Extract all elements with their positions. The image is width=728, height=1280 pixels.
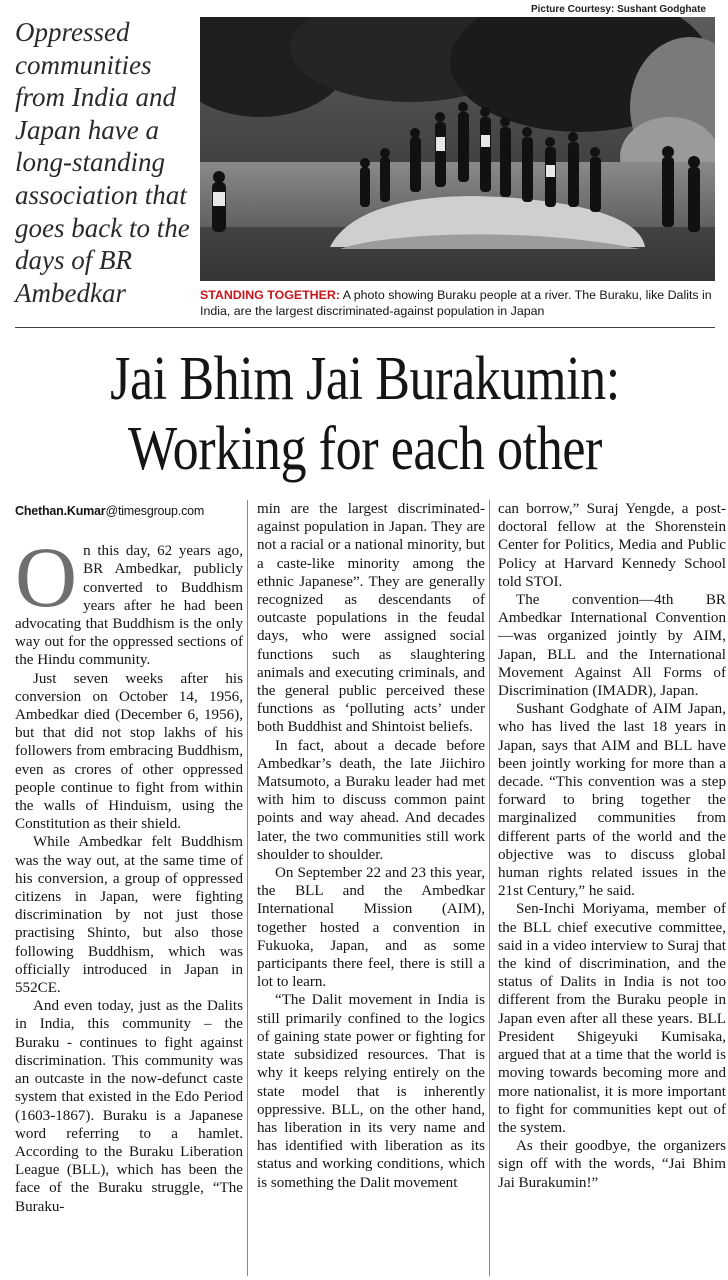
drop-cap: O (15, 529, 78, 626)
paragraph: On this day, 62 years ago, BR Ambedkar, publicly converted to Buddhism years after he had been advocating that Buddhism is the only way out for the oppressed sections of the Hindu community. (15, 529, 243, 669)
river-photo (200, 17, 715, 281)
headline-line-2: Working for each other (128, 415, 602, 483)
paragraph: “The Dalit movement in India is still primarily confined to the logics of gaining state power or fighting for state subsidized resources. That is why it keeps relying entirely on the state model that is inherently oppressive. BLL, on the other hand, has liberation in its very name and has identified with liberation as its status and working conditions, which is something the Dalit movement (257, 992, 485, 1191)
paragraph: Just seven weeks after his conversion on October 14, 1956, Ambedkar died (December 6, 1956), but that did not stop lakhs of his followers from embracing Buddhism, even as crores of other oppressed people continue to fight from within the walls of Hinduism, using the Constitution as their shield. (15, 670, 243, 833)
paragraph: While Ambedkar felt Buddhism was the way out, at the same time of his conversion, a group of oppressed citizens in Japan, were fighting discrimination by not just those practising Shinto, but also those following Buddhism, which was officially introduced in Japan in 552CE. (15, 834, 243, 997)
article-column-1 (15, 500, 243, 1216)
paragraph: The convention—4th BR Ambedkar International Convention—was organized jointly by AIM, Japan, BLL and the International Movement Against All Forms of Discrimination (IMADR), Japan. (498, 592, 726, 700)
section-divider (15, 327, 715, 328)
paragraph: can borrow,” Suraj Yengde, a post-doctoral fellow at the Shorenstein Center for Politics, Media and Public Policy at Harvard Kennedy School told STOI. (498, 501, 726, 590)
photo-caption (200, 287, 715, 319)
photo-illustration (200, 17, 715, 281)
paragraph: On September 22 and 23 this year, the BLL and the Ambedkar International Mission (AIM), together hosted a convention in Fukuoka, Japan, and as some participants there feel, there is still a lot to learn. (257, 865, 485, 991)
byline-name: Chethan.Kumar (15, 504, 106, 518)
article-column-3 (498, 500, 726, 1192)
caption-text: A photo showing Buraku people at a river. The Buraku, like Dalits in India, are the largest discriminated-against population in Japan (200, 288, 712, 318)
column-divider (247, 500, 248, 1276)
byline-domain: @timesgroup.com (105, 504, 205, 518)
paragraph: min are the largest discriminated-against population in Japan. They are not a racial or a national minority, but a caste-like minority among the ethnic Japanese”. They are generally recognized as descendants of outcaste populations in the feudal days, who were assigned social functions such as slaughtering animals and executing criminals, and the general public perceived these functions as ‘polluting acts’ under both Buddhist and Shintoist beliefs. (257, 501, 485, 736)
paragraph: And even today, just as the Dalits in India, this community – the Buraku - continues to fight against discrimination. This community was an outcaste in the now-defunct caste system that existed in the Edo Period (1603-1867). Buraku is a Japanese word referring to a hamlet. According to the Buraku Liberation League (BLL), which has been the face of the Buraku struggle, “The Buraku- (15, 998, 243, 1215)
paragraph: Sushant Godghate of AIM Japan, who has lived the last 18 years in Japan, says that AIM and BLL have been jointly working for more than a decade. “This convention was a step forward to bring together the marginalized communities from different parts of the world and the objective was to discuss global human rights related issues in the 21st Century,” he said. (498, 701, 726, 900)
paragraph: As their goodbye, the organizers sign off with the words, “Jai Bhim Jai Burakumin!” (498, 1138, 726, 1191)
article-column-2 (257, 500, 485, 1192)
paragraph: In fact, about a decade before Ambedkar’s death, the late Jiichiro Matsumoto, a Buraku leader had met with him to discuss common paint points and way ahead. And decades later, the two communities still work shoulder to shoulder. (257, 737, 485, 863)
headline-line-1: Jai Bhim Jai Burakumin: (110, 345, 620, 413)
byline (15, 502, 243, 520)
photo-credit: Picture Courtesy: Sushant Godghate (530, 4, 706, 15)
paragraph: Sen-Inchi Moriyama, member of the BLL chief executive committee, said in a video interview to Suraj that the kind of discrimination, and the status of Dalits in India is not too different from the Buraku people in Japan even after all these years. BLL President Shigeyuki Kumisaka, argued that at a time that the world is moving towards becoming more and more nationalist, it is more important to fight for communities kept out of the system. (498, 901, 726, 1136)
headline (71, 344, 659, 484)
caption-tag: STANDING TOGETHER: (200, 288, 340, 302)
pull-quote: Oppressed communities from India and Japan have a long-standing association that goes back to the days of BR Ambedkar (15, 17, 190, 308)
column-divider (489, 500, 490, 1276)
